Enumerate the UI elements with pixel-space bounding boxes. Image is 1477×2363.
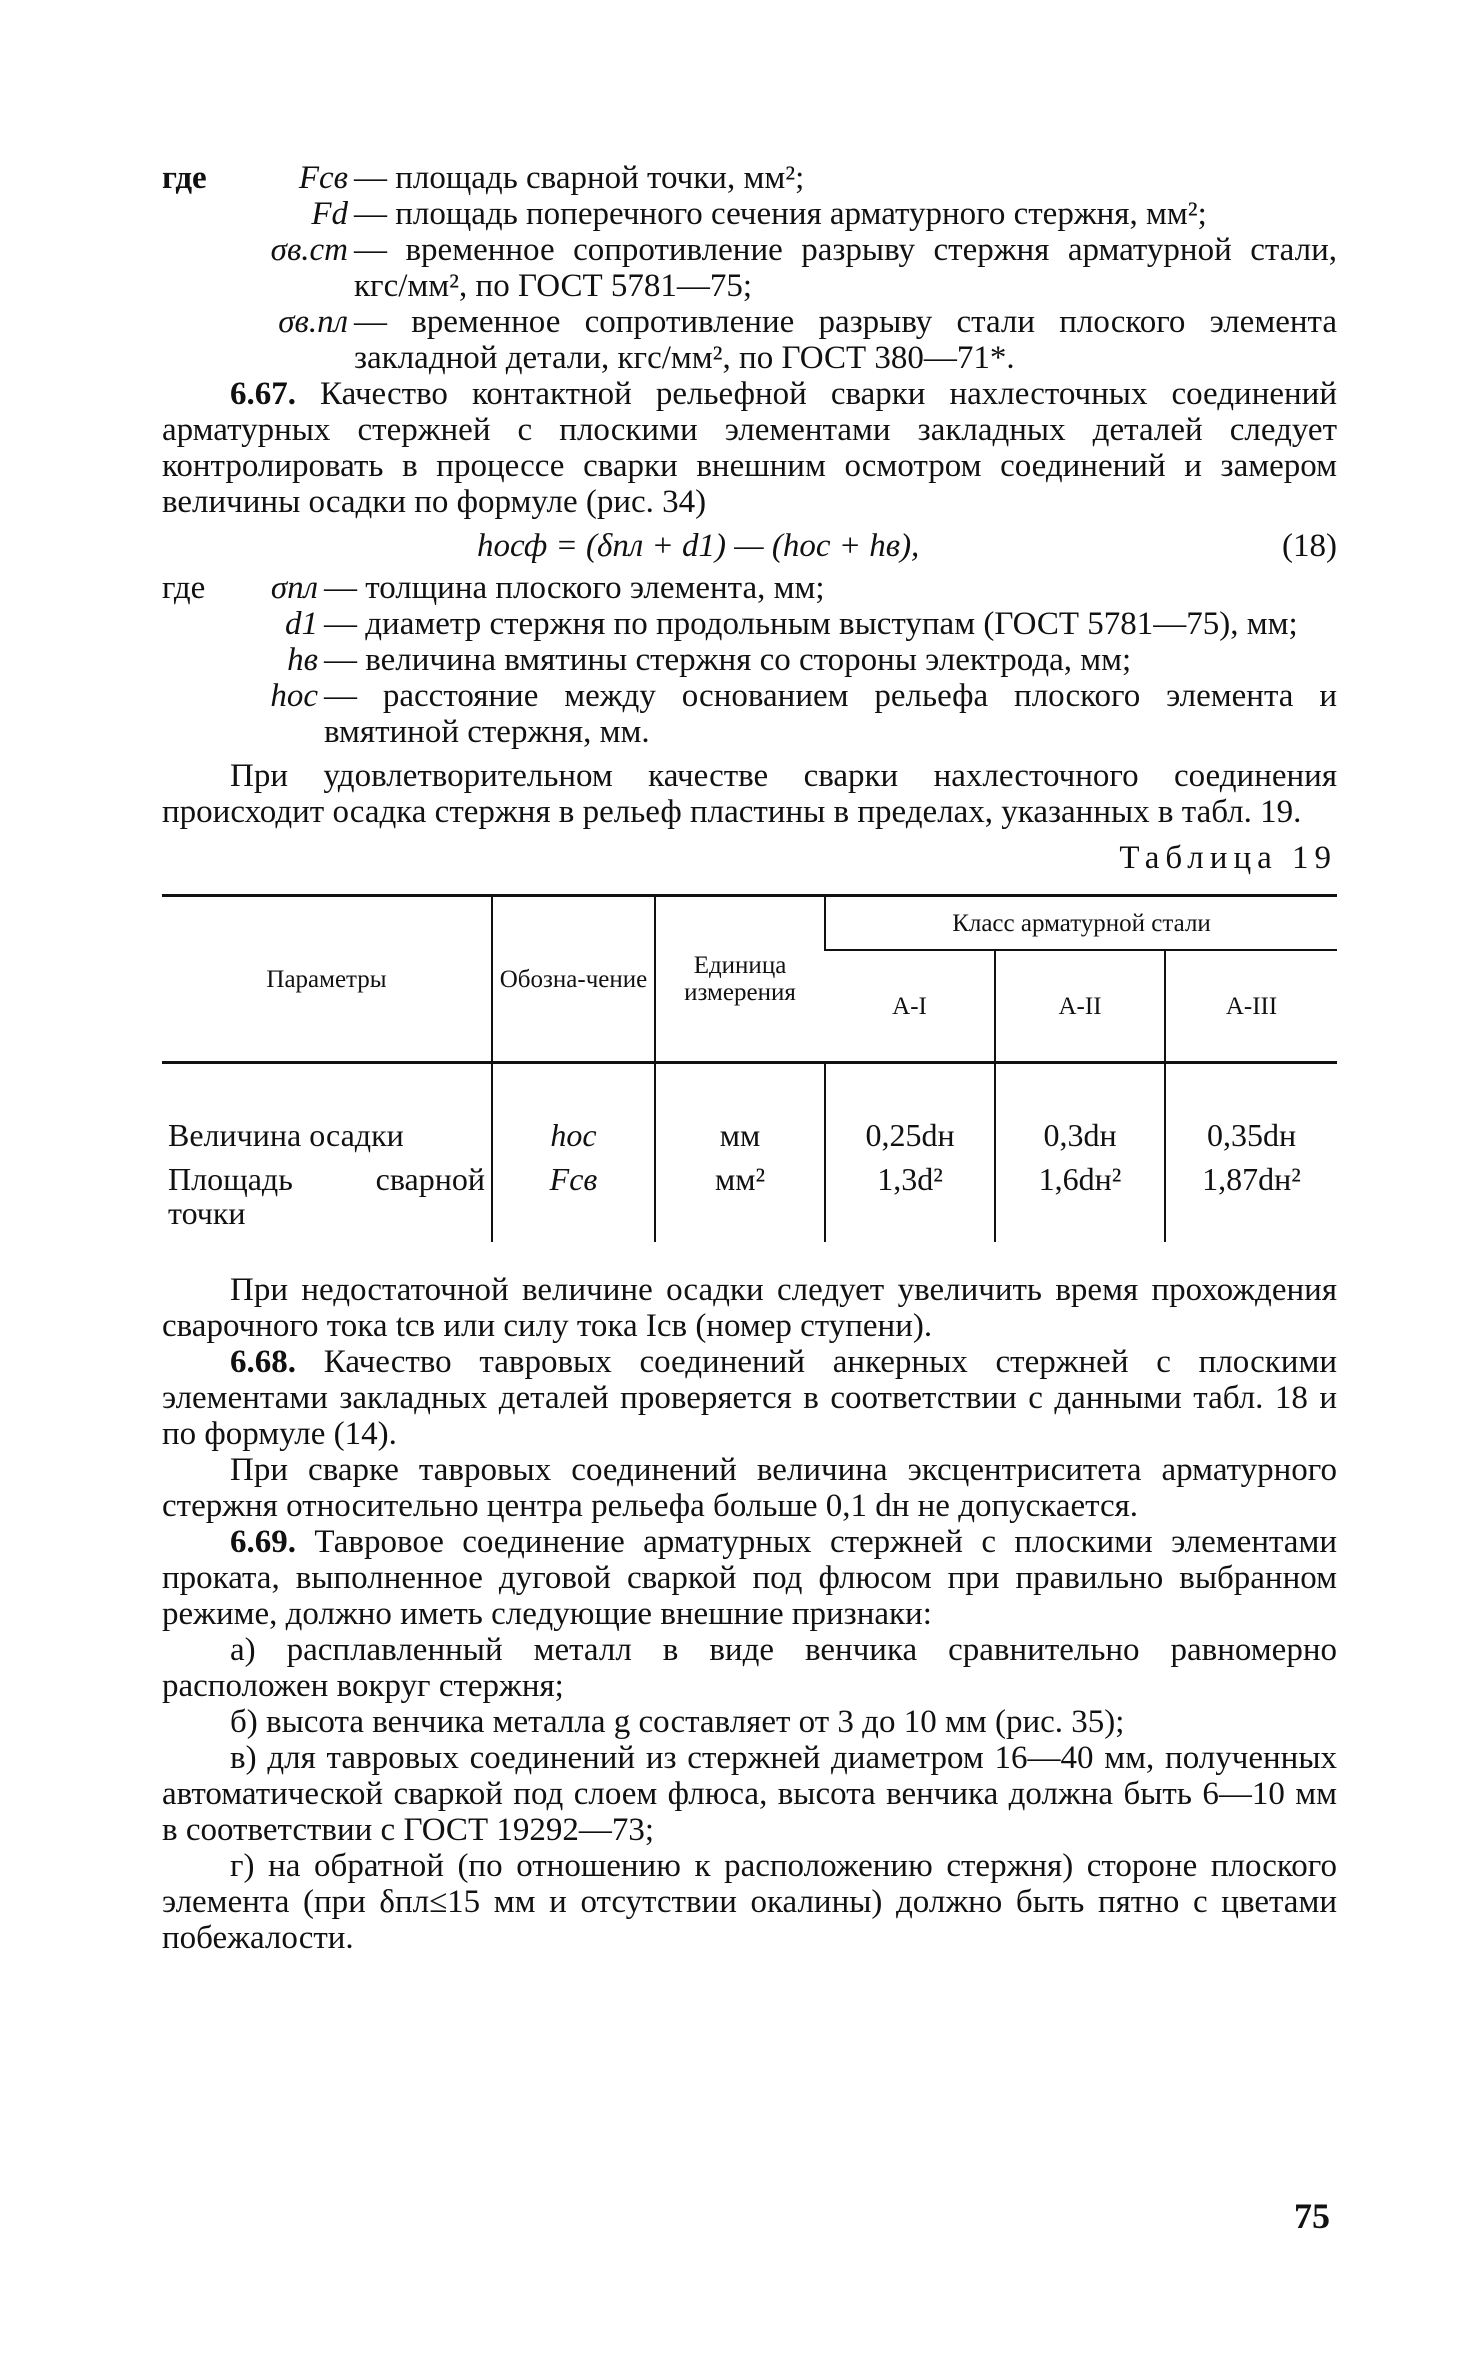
definition-text: — величина вмятины стержня со стороны электрода, мм; xyxy=(324,642,1132,678)
paragraph-text: Качество тавровых соединений анкерных стержней с плоскими элементами закладных деталей проверяется в соответствии с данными табл. 18 и по формуле (14). xyxy=(162,1344,1337,1452)
header-unit: Единица измерения xyxy=(655,896,825,1063)
definition-text: — временное сопротивление разрыву стержня арматурной стали, кгс/мм², по ГОСТ 5781—75; xyxy=(354,232,1337,304)
table-caption: Таблица 19 xyxy=(1119,840,1337,876)
cell-value: 0,35dн xyxy=(1165,1063,1337,1153)
header-steel-class: Класс арматурной стали xyxy=(825,896,1337,951)
definition-text: — площадь поперечного сечения арматурного стержня, мм²; xyxy=(354,196,1207,232)
definition-symbol: d1 xyxy=(285,606,318,642)
paragraph-quality: При удовлетворительном качестве сварки нахлесточного соединения происходит осадка стержня в рельеф пластины в пределах, указанных в табл. 19. xyxy=(162,758,1337,830)
definition-text: — толщина плоского элемента, мм; xyxy=(324,570,825,606)
cell-value: 0,25dн xyxy=(825,1063,995,1153)
header-class-a2: А-II xyxy=(995,950,1165,1063)
paragraph-6-69 xyxy=(162,1524,1337,1632)
section-number: 6.68. xyxy=(230,1344,296,1380)
definition-row xyxy=(162,304,1337,376)
cell-symbol: hос xyxy=(492,1063,655,1153)
definition-symbol: hос xyxy=(270,678,318,714)
definition-row xyxy=(162,196,1337,232)
definitions-block-1 xyxy=(162,160,1337,376)
definition-text: — диаметр стержня по продольным выступам (ГОСТ 5781—75), мм; xyxy=(324,606,1298,642)
cell-unit: мм xyxy=(655,1063,825,1153)
definition-row xyxy=(162,160,1337,196)
header-class-a3: А-III xyxy=(1165,950,1337,1063)
paragraph-6-67 xyxy=(162,376,1337,520)
list-item: в) для тавровых соединений из стержней диаметром 16—40 мм, полученных автоматической сваркой под слоем флюса, высота венчика должна быть 6—10 мм в соответствии с ГОСТ 19292—73; xyxy=(162,1740,1337,1848)
table-row xyxy=(162,1063,1337,1153)
definition-symbol: Fd xyxy=(311,196,348,232)
header-symbol: Обозна-чение xyxy=(492,896,655,1063)
cell-value: 1,3d² xyxy=(825,1152,995,1242)
header-params: Параметры xyxy=(162,896,492,1063)
page-body xyxy=(162,160,1337,1956)
cell-unit: мм² xyxy=(655,1152,825,1242)
paragraph-insufficient: При недостаточной величине осадки следует увеличить время прохождения сварочного тока tсв или силу тока Iсв (номер ступени). xyxy=(162,1272,1337,1344)
list-item: г) на обратной (по отношению к расположению стержня) стороне плоского элемента (при δпл≤15 мм и отсутствии окалины) должно быть пятно с цветами побежалости. xyxy=(162,1848,1337,1956)
paragraph-eccentric: При сварке тавровых соединений величина эксцентриситета арматурного стержня относительно центра рельефа больше 0,1 dн не допускается. xyxy=(162,1452,1337,1524)
definition-row xyxy=(162,678,1337,750)
formula-number: (18) xyxy=(1282,528,1337,564)
cell-param: Площадь сварной точки xyxy=(168,1161,485,1231)
definition-text: — расстояние между основанием рельефа плоского элемента и вмятиной стержня, мм. xyxy=(324,678,1337,750)
definition-row xyxy=(162,642,1337,678)
table-19 xyxy=(162,894,1337,1242)
cell-value: 0,3dн xyxy=(995,1063,1165,1153)
header-class-a1: А-I xyxy=(825,950,995,1063)
cell-param: Величина осадки xyxy=(168,1117,404,1153)
definition-lead: где xyxy=(162,160,207,196)
definition-lead: где xyxy=(162,570,206,606)
list-item: а) расплавленный металл в виде венчика сравнительно равномерно расположен вокруг стержня; xyxy=(162,1632,1337,1704)
page-number: 75 xyxy=(1294,2196,1330,2236)
section-number: 6.69. xyxy=(230,1524,296,1560)
definition-row xyxy=(162,232,1337,304)
definitions-block-2 xyxy=(162,570,1337,750)
list-item: б) высота венчика металла g составляет от 3 до 10 мм (рис. 35); xyxy=(230,1704,1125,1740)
definition-text: — временное сопротивление разрыву стали плоского элемента закладной детали, кгс/мм², по ГОСТ 380—71*. xyxy=(354,304,1337,376)
definition-symbol: σв.пл xyxy=(278,304,348,340)
paragraph-text: Тавровое соединение арматурных стержней с плоскими элементами проката, выполненное дуговой сваркой под флюсом при правильно выбранном режиме, должно иметь следующие внешние признаки: xyxy=(162,1524,1337,1632)
table-row xyxy=(162,1152,1337,1242)
formula-18 xyxy=(162,528,1337,564)
definition-text: — площадь сварной точки, мм²; xyxy=(354,160,805,196)
definition-symbol: σпл xyxy=(270,570,318,606)
formula-expression: hосф = (δпл + d1) — (hос + hв), xyxy=(477,528,920,564)
cell-value: 1,6dн² xyxy=(995,1152,1165,1242)
paragraph-text: Качество контактной рельефной сварки нахлесточных соединений арматурных стержней с плоскими элементами закладных деталей следует контролировать в процессе сварки внешним осмотром соединений и замером величины осадки по формуле (рис. 34) xyxy=(162,376,1337,520)
definition-symbol: Fсв xyxy=(298,160,348,196)
cell-symbol: Fсв xyxy=(492,1152,655,1242)
paragraph-6-68 xyxy=(162,1344,1337,1452)
section-number: 6.67. xyxy=(230,376,296,412)
definition-row xyxy=(162,570,1337,606)
definition-row xyxy=(162,606,1337,642)
definition-symbol: hв xyxy=(287,642,318,678)
cell-value: 1,87dн² xyxy=(1165,1152,1337,1242)
definition-symbol: σв.ст xyxy=(270,232,348,268)
